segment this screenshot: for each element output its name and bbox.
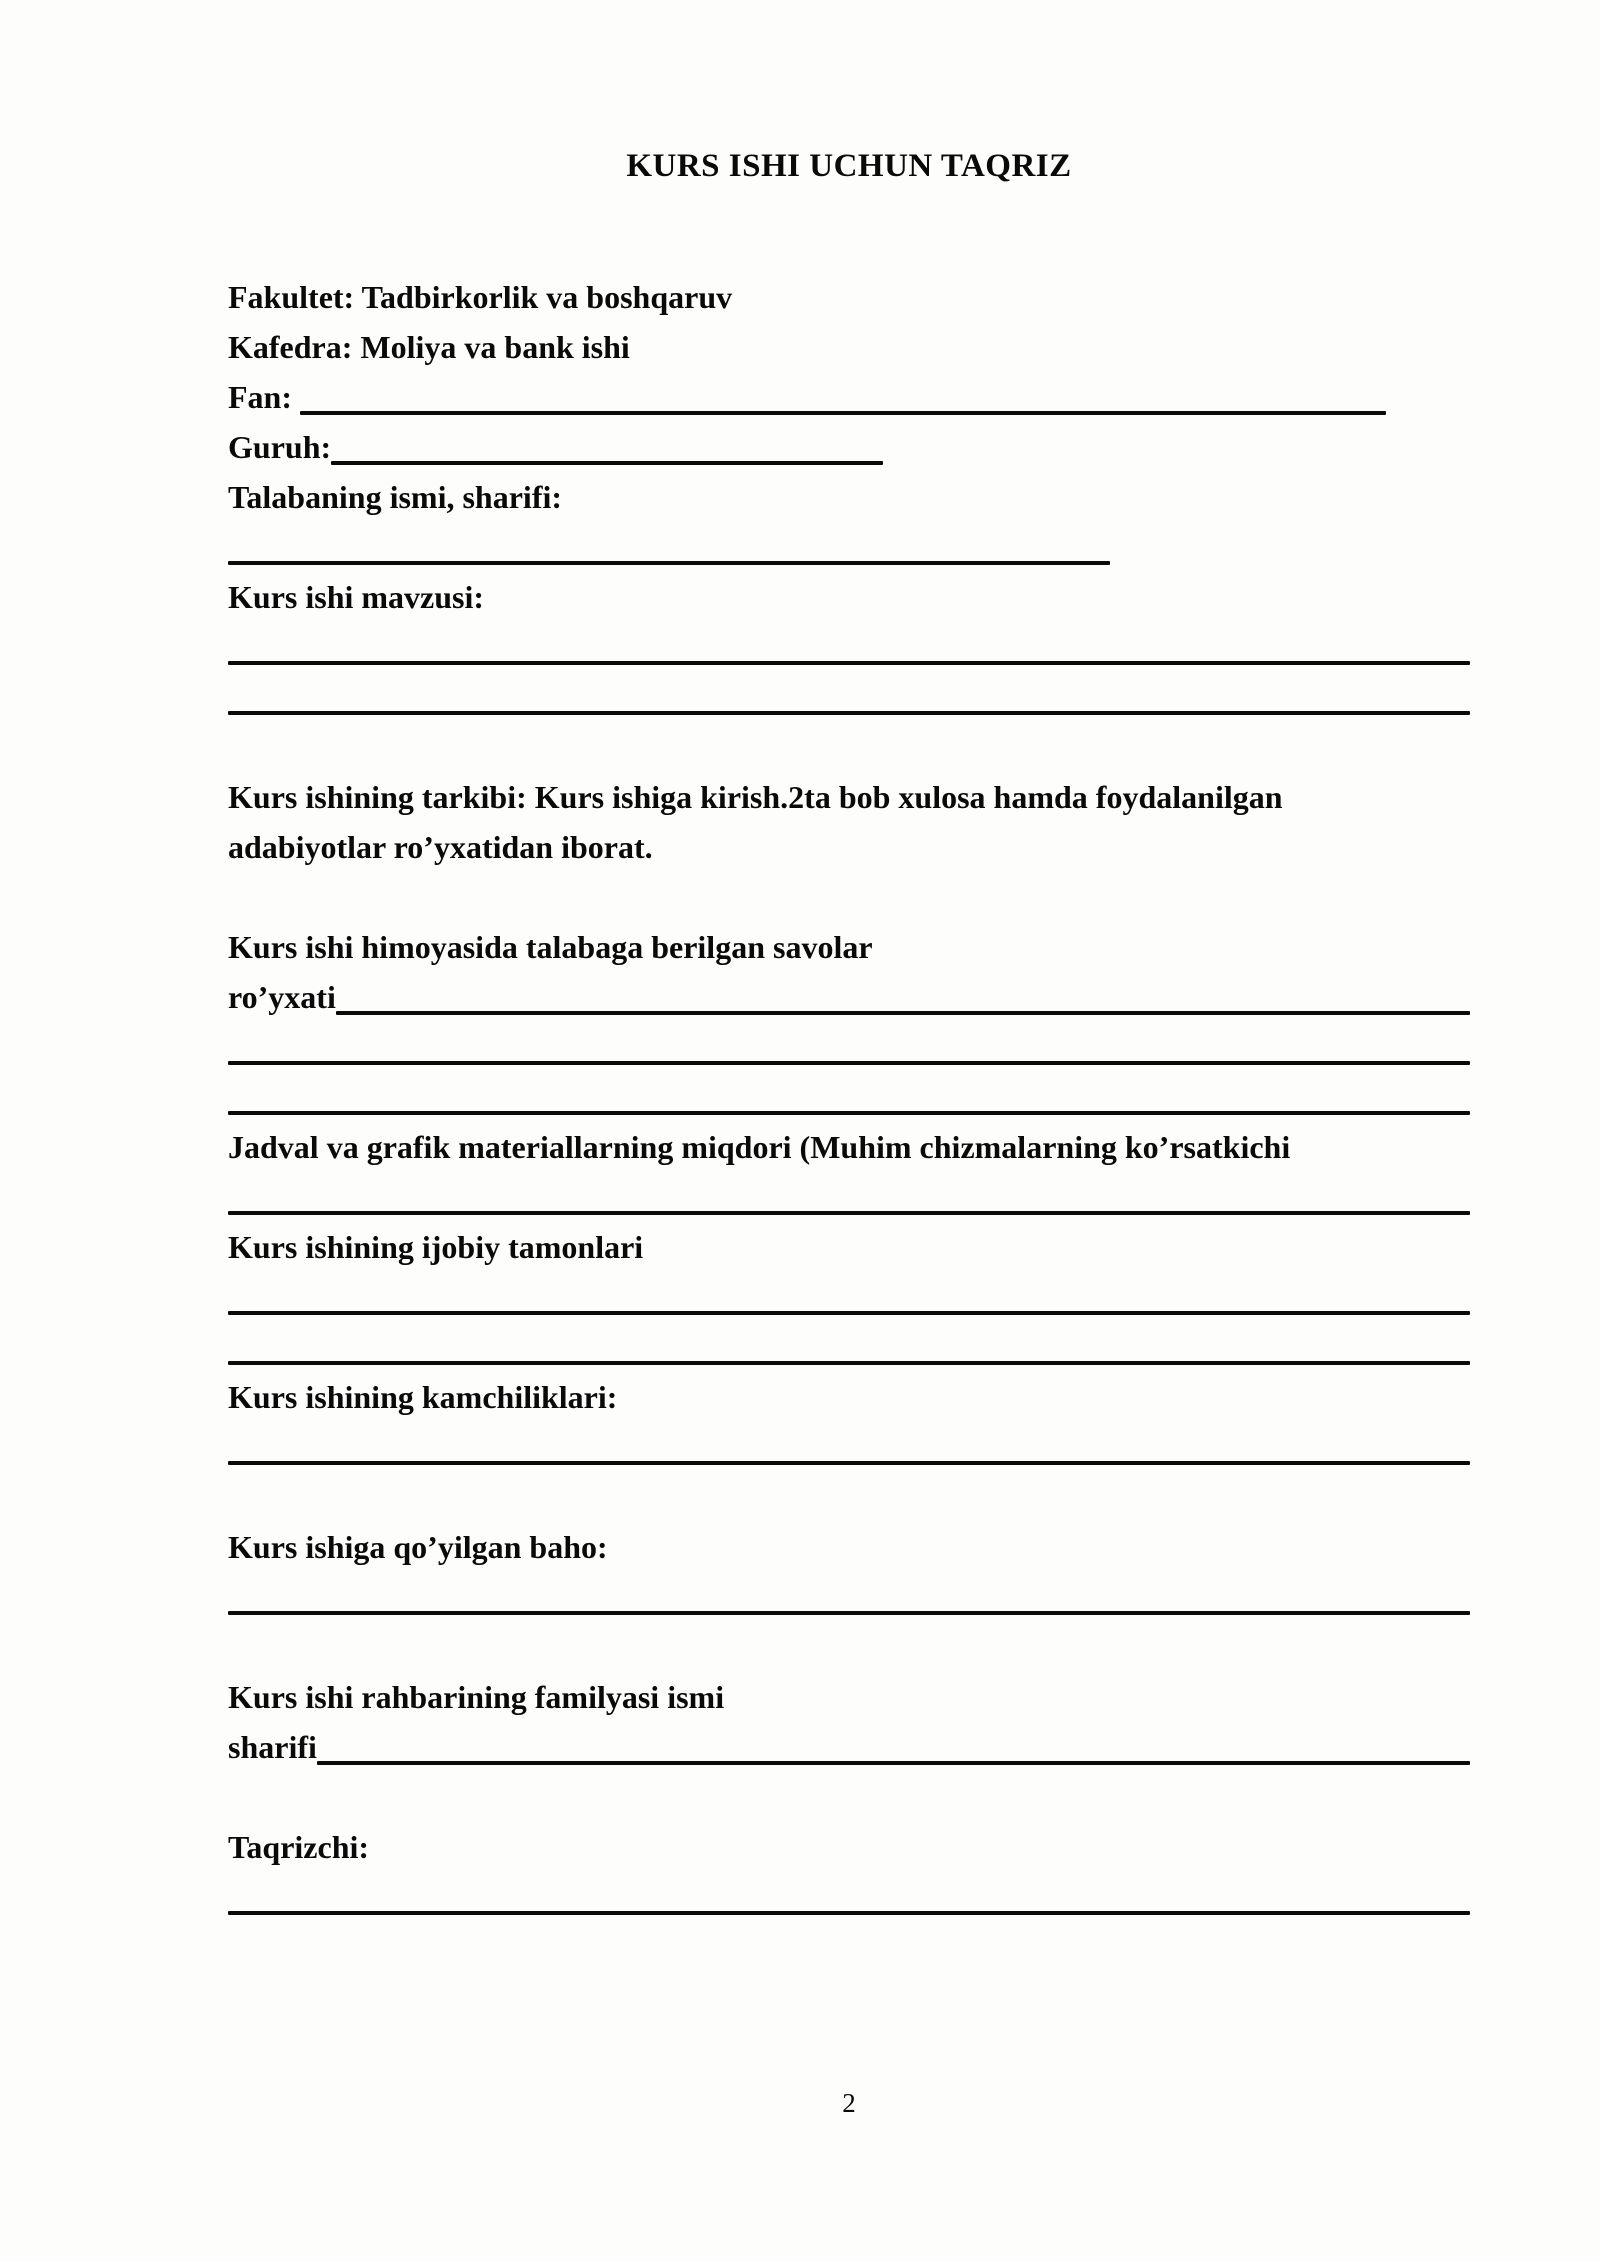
form-field-label: sharifi bbox=[228, 1729, 317, 1765]
blank-line-row bbox=[228, 1172, 1470, 1222]
blank-fill-line bbox=[317, 1761, 1470, 1765]
blank-fill-line bbox=[228, 1061, 1470, 1065]
blank-line-row bbox=[228, 522, 1470, 572]
form-text-line: Kurs ishining ijobiy tamonlari bbox=[228, 1229, 644, 1265]
form-text-line: Fakultet: Tadbirkorlik va boshqaruv bbox=[228, 279, 733, 315]
form-text-line: Kafedra: Moliya va bank ishi bbox=[228, 329, 630, 365]
blank-fill-line bbox=[228, 561, 1110, 565]
blank-line-row bbox=[228, 1572, 1470, 1622]
form-field-label: Guruh: bbox=[228, 429, 332, 465]
form-field-row bbox=[228, 1722, 1470, 1772]
blank-fill-line bbox=[228, 711, 1470, 715]
form-text-line: Kurs ishining tarkibi: Kurs ishiga kirish.2ta bob xulosa hamda foydalanilgan bbox=[228, 779, 1283, 815]
form-field-row bbox=[228, 372, 1470, 422]
form-text-line: Talabaning ismi, sharifi: bbox=[228, 479, 563, 515]
page-title: KURS ISHI UCHUN TAQRIZ bbox=[626, 148, 1072, 184]
blank-fill-line bbox=[228, 1461, 1470, 1465]
page-number: 2 bbox=[842, 2088, 856, 2118]
blank-fill-line bbox=[228, 1361, 1470, 1365]
blank-line-row bbox=[228, 1272, 1470, 1322]
form-body bbox=[228, 272, 1470, 1922]
form-text-line: adabiyotlar ro’yxatidan iborat. bbox=[228, 829, 653, 865]
blank-fill-line bbox=[228, 1111, 1470, 1115]
form-text-line: Kurs ishi himoyasida talabaga berilgan savolar bbox=[228, 929, 873, 965]
blank-fill-line bbox=[228, 661, 1470, 665]
blank-line-row bbox=[228, 1872, 1470, 1922]
blank-line-row bbox=[228, 622, 1470, 672]
blank-fill-line bbox=[228, 1311, 1470, 1315]
form-text-line: Kurs ishi mavzusi: bbox=[228, 579, 485, 615]
blank-line-row bbox=[228, 1022, 1470, 1072]
blank-line-row bbox=[228, 1072, 1470, 1122]
form-field-row bbox=[228, 422, 1470, 472]
form-field-label: Fan: bbox=[228, 379, 300, 415]
page-footer bbox=[228, 2088, 1470, 2119]
form-text-line: Kurs ishi rahbarining familyasi ismi bbox=[228, 1679, 725, 1715]
form-field-row bbox=[228, 972, 1470, 1022]
form-text-line: Kurs ishiga qo’yilgan baho: bbox=[228, 1529, 608, 1565]
form-field-label: ro’yxati bbox=[228, 979, 336, 1015]
blank-fill-line bbox=[228, 1611, 1470, 1615]
blank-fill-line bbox=[228, 1911, 1470, 1915]
blank-fill-line bbox=[331, 461, 883, 465]
blank-fill-line bbox=[300, 411, 1386, 415]
blank-fill-line bbox=[228, 1211, 1470, 1215]
blank-line-row bbox=[228, 1322, 1470, 1372]
form-text-line: Jadval va grafik materiallarning miqdori (Muhim chizmalarning ko’rsatkichi bbox=[228, 1129, 1291, 1165]
blank-fill-line bbox=[336, 1011, 1470, 1015]
form-text-line: Taqrizchi: bbox=[228, 1829, 370, 1865]
blank-line-row bbox=[228, 1422, 1470, 1472]
form-text-line: Kurs ishining kamchiliklari: bbox=[228, 1379, 618, 1415]
blank-line-row bbox=[228, 672, 1470, 722]
